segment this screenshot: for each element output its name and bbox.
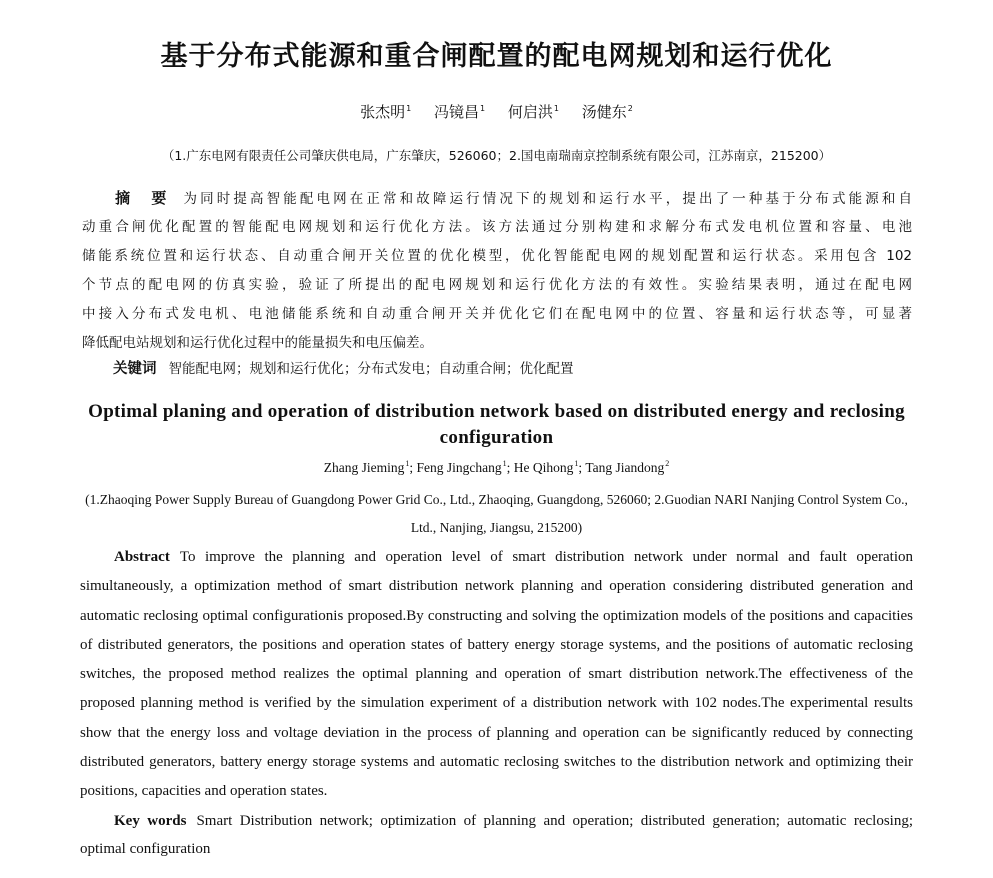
- english-keywords-label: Key words: [114, 813, 187, 829]
- english-title: Optimal planing and operation of distribution network based on distributed energy and reclosing configuration: [88, 401, 905, 448]
- chinese-abstract-line: 降低配电站规划和运行优化过程中的能量损失和电压偏差。: [82, 335, 433, 351]
- english-abstract-text: To improve the planning and operation level of smart distribution network under normal and fault operation simultaneously, a optimization method of smart distribution network planning and operation considering distributed generation and automatic reclosing optimal configurationis proposed.By constructing and solving the optimization models of the positions and capacities of distributed generators, the positions and operation states of battery energy storage systems, and the positions of automatic reclosing switches, the proposed method realizes the optimal planning and operation of smart distribution network.The effectiveness of the proposed planning method is verified by the simulation experiment of a distribution network with 102 nodes.The experimental results show that the energy loss and voltage deviation in the process of planning and operation can be significantly reduced by connecting distributed generators, battery energy storage systems and automatic reclosing switches to the distribution network and optimizing their positions, capacities and operation states.: [80, 549, 913, 800]
- chinese-keywords-text: 智能配电网；规划和运行优化；分布式发电；自动重合闸；优化配置: [168, 361, 574, 377]
- chinese-abstract-line: 动重合闸优化配置的智能配电网规划和运行优化方法。该方法通过分别构建和求解分布式发电机位置和容量、电池: [82, 219, 912, 235]
- english-abstract-label: Abstract: [114, 549, 170, 565]
- english-author-list: [0, 459, 993, 476]
- english-abstract: [80, 543, 913, 807]
- chinese-title: 基于分布式能源和重合闸配置的配电网规划和运行优化: [160, 41, 833, 72]
- chinese-affiliation: （1.广东电网有限责任公司肇庆供电局，广东肇庆，526060；2.国电南瑞南京控制系统有限公司，江苏南京，215200）: [161, 148, 832, 163]
- chinese-abstract-label: 摘 要: [112, 189, 170, 207]
- chinese-author: 张杰明$^1$: [360, 103, 412, 121]
- chinese-keywords-label: 关键词: [113, 361, 157, 377]
- english-keywords: [80, 807, 913, 863]
- english-affiliation: (1.Zhaoqing Power Supply Bureau of Guangdong Power Grid Co., Ltd., Zhaoqing, Guangdong, 526060; 2.Guodian NARI Nanjing Control System Co., Ltd., Nanjing, Jiangsu, 215200): [85, 492, 908, 535]
- english-author: He Qihong$^1$;: [513, 459, 586, 475]
- chinese-abstract: [82, 184, 912, 214]
- chinese-abstract-line: 个节点的配电网的仿真实验，验证了所提出的配电网规划和运行优化方法的有效性。实验结果表明，通过在配电网: [82, 277, 912, 293]
- chinese-author: 冯镜昌$^1$: [434, 103, 486, 121]
- chinese-abstract-line: 为同时提高智能配电网在正常和故障运行情况下的规划和运行水平，提出了一种基于分布式能源和自: [183, 191, 912, 207]
- chinese-author: 汤健东$^2$: [581, 103, 633, 121]
- chinese-author: 何启洪$^1$: [507, 103, 559, 121]
- chinese-keywords: [113, 357, 574, 378]
- chinese-abstract-line: 储能系统位置和运行状态、自动重合闸开关位置的优化模型，优化智能配电网的规划配置和运行状态。采用包含 102: [82, 248, 912, 264]
- english-author: Feng Jingchang$^1$;: [416, 459, 514, 475]
- chinese-abstract-line: 中接入分布式发电机、电池储能系统和自动重合闸开关并优化它们在配电网中的位置、容量和运行状态等，可显著: [82, 306, 912, 322]
- english-author: Zhang Jieming$^1$;: [323, 459, 417, 475]
- english-keywords-text: Smart Distribution network; optimization of planning and operation; distributed generation; automatic reclosing; optimal configuration: [80, 813, 914, 857]
- english-author: Tang Jiandong$^2$: [585, 459, 670, 475]
- chinese-author-list: [0, 101, 993, 122]
